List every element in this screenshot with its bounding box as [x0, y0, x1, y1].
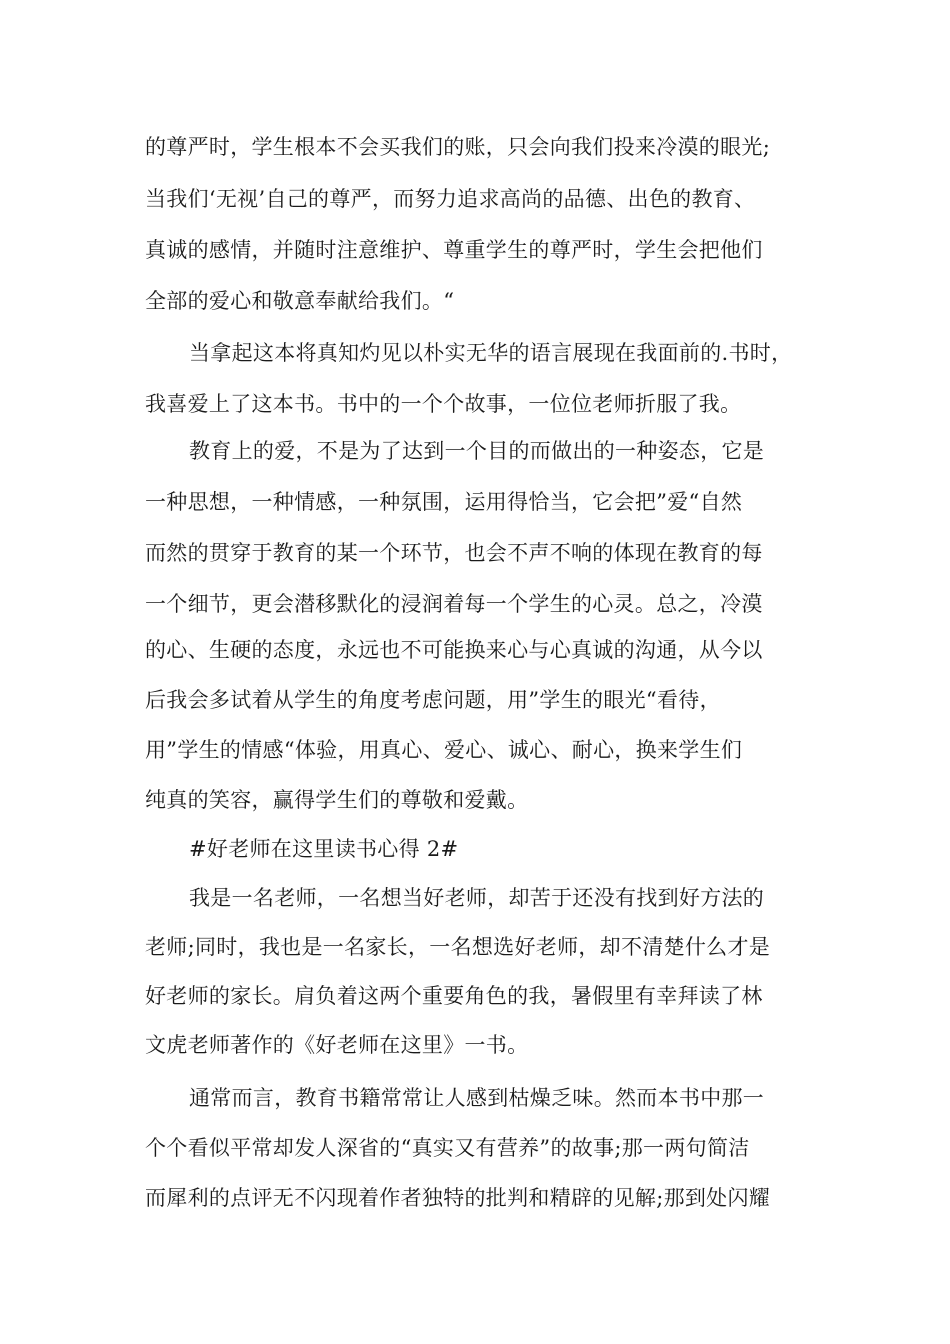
- text-line: 好老师的家长。肩负着这两个重要角色的我，暑假里有幸拜读了林: [145, 984, 763, 1008]
- text-line: 后我会多试着从学生的角度考虑问题，用”学生的眼光“看待，: [145, 688, 721, 712]
- text-line: 一种思想，一种情感，一种氛围，运用得恰当，它会把”爱“自然: [145, 490, 743, 514]
- text-line: 当我们‘无视’自己的尊严，而努力追求高尚的品德、出色的教育、: [145, 187, 756, 211]
- text-line: 通常而言，教育书籍常常让人感到枯燥乏味。然而本书中那一: [189, 1086, 765, 1110]
- text-line: 用”学生的情感“体验，用真心、爱心、诚心、耐心，换来学生们: [145, 738, 743, 762]
- text-line: 纯真的笑容，赢得学生们的尊敬和爱戴。: [145, 788, 529, 812]
- text-line: 个个看似平常却发人深省的“真实又有营养”的故事;那一两句简洁: [145, 1136, 750, 1160]
- text-line: 一个细节，更会潜移默化的浸润着每一个学生的心灵。总之，冷漠: [145, 592, 763, 616]
- text-line: 的尊严时，学生根本不会买我们的账，只会向我们投来冷漠的眼光;: [145, 135, 771, 159]
- text-line: 当拿起这本将真知灼见以朴实无华的语言展现在我面前的.书时，: [189, 341, 793, 365]
- text-line: 教育上的爱，不是为了达到一个目的而做出的一种姿态，它是: [189, 439, 765, 463]
- text-line: 文虎老师著作的《好老师在这里》一书。: [145, 1033, 529, 1057]
- text-line: 我喜爱上了这本书。书中的一个个故事，一位位老师折服了我。: [145, 392, 742, 416]
- text-line: 我是一名老师，一名想当好老师，却苦于还没有找到好方法的: [189, 886, 765, 910]
- text-line: 的心、生硬的态度，永远也不可能换来心与心真诚的沟通，从今以: [145, 638, 763, 662]
- text-line: 全部的爱心和敬意奉献给我们。“: [145, 289, 455, 313]
- text-line: 而然的贯穿于教育的某一个环节，也会不声不响的体现在教育的每: [145, 541, 763, 565]
- text-line: 真诚的感情，并随时注意维护、尊重学生的尊严时，学生会把他们: [145, 238, 763, 262]
- text-line: 老师;同时，我也是一名家长，一名想选好老师，却不清楚什么才是: [145, 935, 771, 959]
- text-line: 而犀利的点评无不闪现着作者独特的批判和精辟的见解;那到处闪耀: [145, 1186, 771, 1210]
- section-heading: #好老师在这里读书心得 2#: [189, 837, 459, 861]
